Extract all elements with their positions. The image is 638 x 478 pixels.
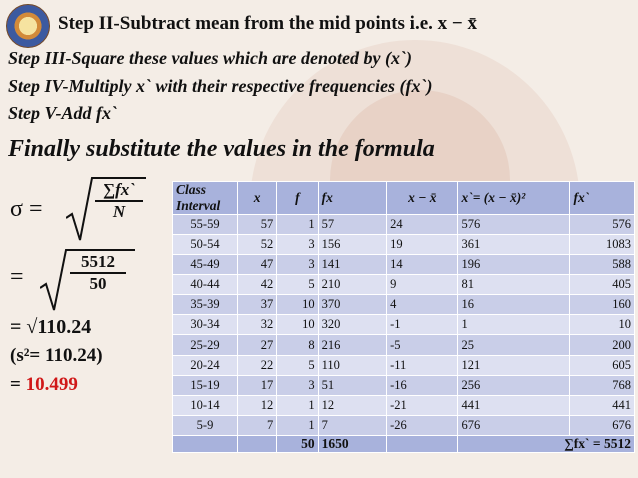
table-cell: 9 [387,275,458,295]
table-cell: 361 [458,235,570,255]
table-cell: 25 [458,335,570,355]
fraction-2-numerator: 5512 [70,252,126,274]
equals-sign-2: = [10,264,24,290]
table-cell: 22 [238,355,277,375]
table-row [173,335,635,355]
table-cell: 160 [570,295,635,315]
table-cell: 12 [238,395,277,415]
table-cell: 210 [318,275,387,295]
header-fx-prime: fx` [570,182,635,215]
table-cell: 52 [238,235,277,255]
table-cell: -26 [387,415,458,435]
table-cell: -1 [387,315,458,335]
table-cell: 7 [318,415,387,435]
table-cell: -16 [387,375,458,395]
header-f: f [277,182,318,215]
table-cell: 200 [570,335,635,355]
table-row [173,395,635,415]
table-cell: 676 [458,415,570,435]
total-empty-cell [238,436,277,453]
formula-fraction-2 [70,252,126,294]
table-cell: 15-19 [173,375,238,395]
fraction-2-denominator: 50 [89,274,107,293]
step-2-text: Step II-Subtract mean from the mid points i.e. x − x̄ [58,13,477,34]
table-cell: 256 [458,375,570,395]
table-cell: 441 [570,395,635,415]
table-cell: 1 [277,215,318,235]
table-cell: 51 [318,375,387,395]
total-empty-cell [173,436,238,453]
table-cell: 57 [318,215,387,235]
table-cell: 576 [458,215,570,235]
table-cell: 588 [570,255,635,275]
table-cell: 42 [238,275,277,295]
table-cell: 17 [238,375,277,395]
table-cell: 121 [458,355,570,375]
step-5-text: Step V-Add fx` [8,103,118,123]
table-cell: 20-24 [173,355,238,375]
table-cell: 370 [318,295,387,315]
table-cell: 405 [570,275,635,295]
table-cell: 10-14 [173,395,238,415]
result-value: 10.499 [25,374,78,395]
table-cell: 576 [570,215,635,235]
college-logo [6,4,50,48]
table-cell: 1083 [570,235,635,255]
table-total-row [173,436,635,453]
table-cell: 605 [570,355,635,375]
table-cell: 10 [277,295,318,315]
table-cell: 5-9 [173,415,238,435]
table-body [173,215,635,436]
table-cell: 5 [277,355,318,375]
table-row [173,415,635,435]
table-cell: 27 [238,335,277,355]
table-cell: 156 [318,235,387,255]
finally-heading: Finally substitute the values in the formula [8,136,435,162]
header-class-interval: Class Interval [173,182,238,215]
fraction-1-denominator: N [112,202,126,221]
step-3-text: Step III-Square these values which are denoted by (x`) [8,48,412,68]
table-header-row [173,182,635,215]
table-cell: 8 [277,335,318,355]
table-cell: 19 [387,235,458,255]
header-squared-deviation: x`= (x − x̄)² [458,182,570,215]
table-cell: 24 [387,215,458,235]
table-row [173,295,635,315]
table-row [173,215,635,235]
table-cell: 12 [318,395,387,415]
table-cell: -5 [387,335,458,355]
table-row [173,355,635,375]
table-row [173,235,635,255]
table-row [173,375,635,395]
total-f: 50 [277,436,318,453]
table-cell: 10 [277,315,318,335]
header-deviation: x − x̄ [387,182,458,215]
table-row [173,315,635,335]
table-cell: 1 [277,415,318,435]
total-fx: 1650 [318,436,387,453]
table-cell: 3 [277,255,318,275]
table-cell: 45-49 [173,255,238,275]
step-4-text: Step IV-Multiply x` with their respective frequencies (fx`) [8,76,433,96]
table-cell: 14 [387,255,458,275]
table-cell: 40-44 [173,275,238,295]
table-row [173,255,635,275]
table-cell: 1 [458,315,570,335]
table-cell: 81 [458,275,570,295]
table-cell: 196 [458,255,570,275]
table-cell: 35-39 [173,295,238,315]
table-cell: 676 [570,415,635,435]
table-cell: 5 [277,275,318,295]
result-equals: = [10,374,26,395]
table-cell: 16 [458,295,570,315]
table-cell: 441 [458,395,570,415]
sigma-equals: σ = [10,196,43,222]
fraction-1-numerator: ∑fx` [95,180,143,202]
total-fx-prime: ∑fx` = 5512 [458,436,635,453]
table-cell: 25-29 [173,335,238,355]
table-cell: 768 [570,375,635,395]
table-cell: 3 [277,375,318,395]
table-cell: 320 [318,315,387,335]
table-cell: 4 [387,295,458,315]
table-cell: 110 [318,355,387,375]
formula-fraction-1 [95,180,143,222]
table-cell: 216 [318,335,387,355]
table-cell: 141 [318,255,387,275]
total-empty-cell [387,436,458,453]
table-cell: 57 [238,215,277,235]
table-cell: 30-34 [173,315,238,335]
table-cell: 7 [238,415,277,435]
header-fx: fx [318,182,387,215]
table-cell: 32 [238,315,277,335]
table-cell: -11 [387,355,458,375]
table-row [173,275,635,295]
table-cell: 55-59 [173,215,238,235]
table-cell: 47 [238,255,277,275]
result-line [10,374,78,396]
table-cell: -21 [387,395,458,415]
table-cell: 10 [570,315,635,335]
sqrt-value-line: = √110.24 [10,316,92,338]
table-cell: 37 [238,295,277,315]
s-squared-line: (s²= 110.24) [10,345,103,366]
header-x: x [238,182,277,215]
frequency-table [172,181,635,453]
table-cell: 1 [277,395,318,415]
table-cell: 3 [277,235,318,255]
table-cell: 50-54 [173,235,238,255]
